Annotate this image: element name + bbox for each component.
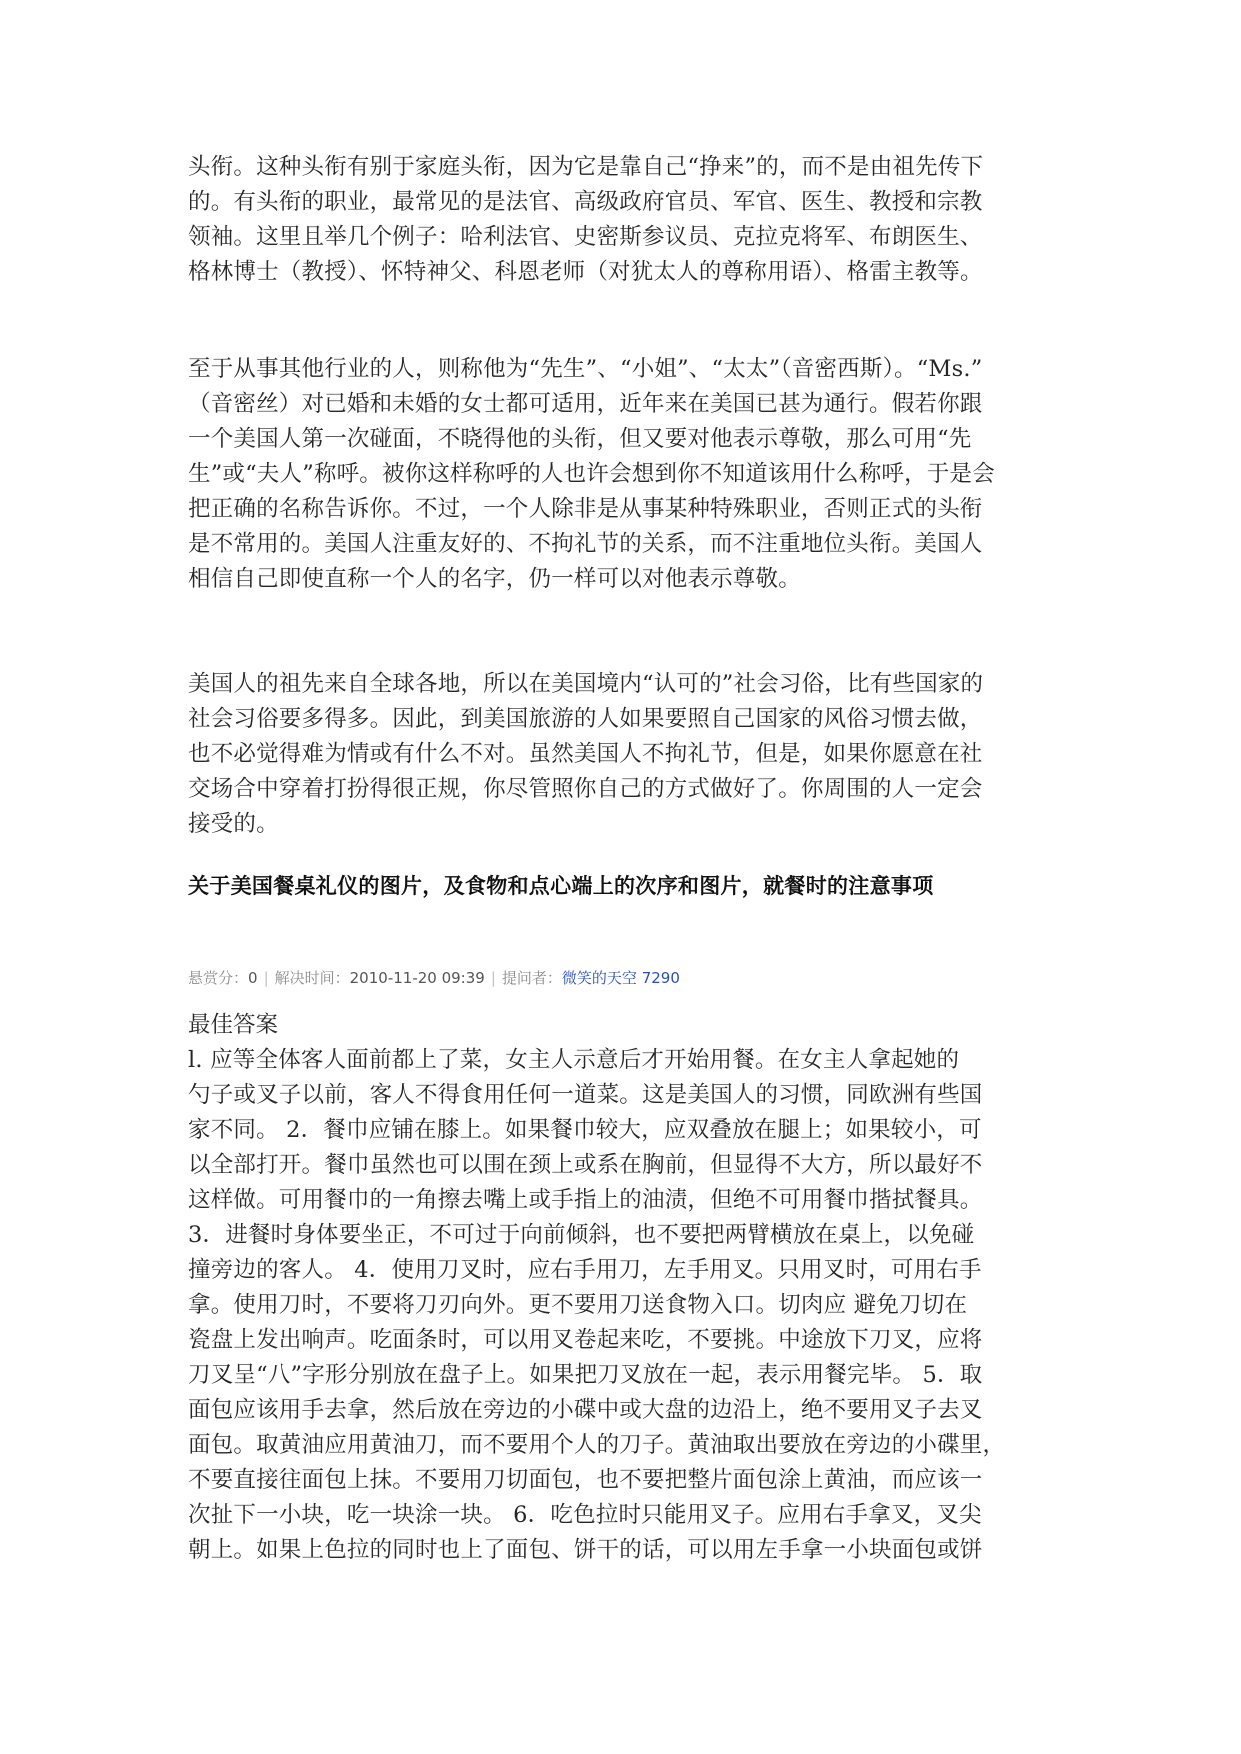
solved-time-value: 2010-11-20 09:39 xyxy=(349,969,485,987)
text-line: 的。有头衔的职业，最常见的是法官、高级政府官员、军官、医生、教授和宗教 xyxy=(188,189,983,215)
paragraph-spacer xyxy=(188,842,1058,870)
text-line: 格林博士（教授）、怀特神父、科恩老师（对犹太人的尊称用语）、格雷主教等。 xyxy=(188,259,983,285)
text-line: 这样做。可用餐巾的一角擦去嘴上或手指上的油渍，但绝不可用餐巾揩拭餐具。 xyxy=(188,1187,983,1213)
text-line: 至于从事其他行业的人，则称他为“先生”、“小姐”、“太太”（音密西斯）。“Ms.” xyxy=(188,356,983,382)
text-line: 交场合中穿着打扮得很正规，你尽管照你自己的方式做好了。你周围的人一定会 xyxy=(188,776,983,802)
text-line: 相信自己即使直称一个人的名字，仍一样可以对他表示尊敬。 xyxy=(188,566,801,592)
text-line: 也不必觉得难为情或有什么不对。虽然美国人不拘礼节，但是，如果你愿意在社 xyxy=(188,741,983,767)
paragraph-spacer xyxy=(188,902,1058,966)
text-line: 是不常用的。美国人注重友好的、不拘礼节的关系，而不注重地位头衔。美国人 xyxy=(188,531,983,557)
text-line: 头衔。这种头衔有别于家庭头衔，因为它是靠自己“挣来”的，而不是由祖先传下 xyxy=(188,154,984,180)
document-body xyxy=(188,150,1058,1568)
text-line: 拿。使用刀时，不要将刀刃向外。更不要用刀送食物入口。切肉应 避免刀切在 xyxy=(188,1292,968,1318)
text-line: 朝上。如果上色拉的同时也上了面包、饼干的话，可以用左手拿一小块面包或饼 xyxy=(188,1537,983,1563)
solved-time-label: 解决时间： xyxy=(274,969,350,987)
text-line: l. 应等全体客人面前都上了菜，女主人示意后才开始用餐。在女主人拿起她的 xyxy=(188,1047,960,1073)
text-line: 领袖。这里且举几个例子：哈利法官、史密斯参议员、克拉克将军、布朗医生、 xyxy=(188,224,983,250)
paragraph-spacer xyxy=(188,990,1058,1008)
asker-score: 7290 xyxy=(641,969,680,987)
text-line: 不要直接往面包上抹。不要用刀切面包，也不要把整片面包涂上黄油，而应该一 xyxy=(188,1467,983,1493)
paragraph-spacer xyxy=(188,597,1058,667)
reward-label: 悬赏分： xyxy=(188,969,249,987)
asker-name-link[interactable]: 微笑的天空 xyxy=(561,969,637,987)
question-meta xyxy=(188,966,1058,990)
text-line: 生”或“夫人”称呼。被你这样称呼的人也许会想到你不知道该用什么称呼，于是会 xyxy=(188,461,995,487)
text-line: 家不同。 2．餐巾应铺在膝上。如果餐巾较大，应双叠放在腿上；如果较小，可 xyxy=(188,1117,982,1143)
text-line: 接受的。 xyxy=(188,811,279,837)
paragraph-spacer xyxy=(188,290,1058,352)
text-line: 把正确的名称告诉你。不过，一个人除非是从事某种特殊职业，否则正式的头衔 xyxy=(188,496,983,522)
text-line: 瓷盘上发出响声。吃面条时，可以用叉卷起来吃，不要挑。中途放下刀叉，应将 xyxy=(188,1327,983,1353)
asker-label: 提问者： xyxy=(501,969,562,987)
text-line: 以全部打开。餐巾虽然也可以围在颈上或系在胸前，但显得不大方，所以最好不 xyxy=(188,1152,983,1178)
paragraph-forms-of-address xyxy=(188,352,1058,597)
text-line: （音密丝）对已婚和未婚的女士都可适用，近年来在美国已甚为通行。假若你跟 xyxy=(188,391,983,417)
text-line: 撞旁边的客人。 4．使用刀叉时，应右手用刀，左手用叉。只用叉时，可用右手 xyxy=(188,1257,982,1283)
text-line: 面包应该用手去拿，然后放在旁边的小碟中或大盘的边沿上，绝不要用叉子去叉 xyxy=(188,1397,983,1423)
paragraph-titles xyxy=(188,150,1058,290)
meta-separator: | xyxy=(490,969,496,987)
best-answer-label: 最佳答案 xyxy=(188,1012,279,1038)
text-line: 美国人的祖先来自全球各地，所以在美国境内“认可的”社会习俗，比有些国家的 xyxy=(188,671,984,697)
text-line: 刀叉呈“八”字形分别放在盘子上。如果把刀叉放在一起，表示用餐完毕。 5．取 xyxy=(188,1362,983,1388)
meta-separator: | xyxy=(263,969,269,987)
text-line: 一个美国人第一次碰面，不晓得他的头衔，但又要对他表示尊敬，那么可用“先 xyxy=(188,426,972,452)
text-line: 社会习俗要多得多。因此，到美国旅游的人如果要照自己国家的风俗习惯去做， xyxy=(188,706,983,732)
text-line: 勺子或叉子以前，客人不得食用任何一道菜。这是美国人的习惯，同欧洲有些国 xyxy=(188,1082,983,1108)
reward-value: 0 xyxy=(248,969,258,987)
question-title: 关于美国餐桌礼仪的图片，及食物和点心端上的次序和图片，就餐时的注意事项 xyxy=(188,874,934,898)
text-line: 面包。取黄油应用黄油刀，而不要用个人的刀子。黄油取出要放在旁边的小碟里， xyxy=(188,1432,1006,1458)
best-answer-body xyxy=(188,1043,1058,1568)
paragraph-customs xyxy=(188,667,1058,842)
text-line: 次扯下一小块，吃一块涂一块。 6．吃色拉时只能用叉子。应用右手拿叉，叉尖 xyxy=(188,1502,982,1528)
text-line: 3．进餐时身体要坐正，不可过于向前倾斜，也不要把两臂横放在桌上，以免碰 xyxy=(188,1222,975,1248)
